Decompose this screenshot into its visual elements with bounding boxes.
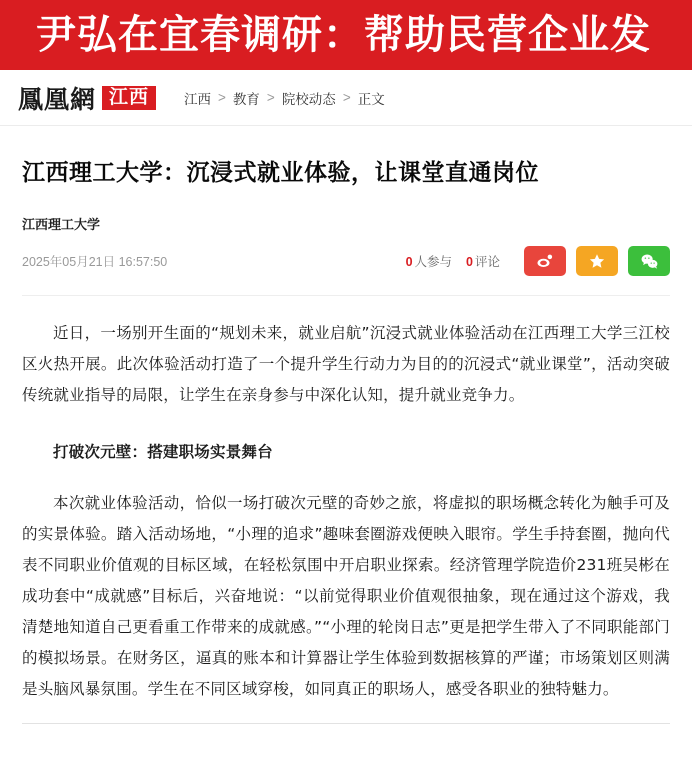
share-wechat-button[interactable] — [628, 246, 670, 276]
article-container — [0, 156, 692, 724]
banner-headline[interactable]: 尹弘在宜春调研：帮助民营企业发 — [36, 12, 651, 58]
article-source: 江西理工大学 — [22, 217, 101, 233]
breadcrumb-item-jiangxi[interactable]: 江西 — [184, 91, 212, 107]
breadcrumb — [184, 88, 385, 108]
top-banner[interactable] — [0, 0, 692, 70]
breadcrumb-separator: > — [266, 90, 275, 105]
site-header — [0, 70, 692, 126]
comment-number: 0 — [466, 255, 473, 270]
favorite-button[interactable] — [576, 246, 618, 276]
site-logo[interactable] — [18, 80, 156, 116]
article-subheading: 打破次元壁：搭建职场实景舞台 — [53, 443, 273, 462]
participate-label: 人参与 — [414, 255, 453, 270]
logo-text: 鳳凰網 — [18, 84, 97, 114]
comment-count[interactable] — [466, 252, 500, 270]
article-paragraph: 本次就业体验活动，恰似一场打破次元壁的奇妙之旅，将虚拟的职场概念转化为触手可及的实景体验。踏入活动场地，“小理的追求”趣味套圈游戏便映入眼帘。学生手持套圈，抛向代表不同职业价值观的目标区域，在轻松氛围中开启职业探索。经济管理学院造价231班吴彬在成功套中“成就感”目标后，兴奋地说：“以前觉得职业价值观很抽象，现在通过这个游戏，我清楚地知道自己更看重工作带来的成就感。”“小理的轮岗日志”更是把学生带入了不同职能部门的模拟场景。在财务区，逼真的账本和计算器让学生体验到数据核算的严谨；市场策划区则满是头脑风暴氛围。学生在不同区域穿梭，如同真正的职场人，感受各职业的独特魅力。 — [22, 494, 670, 699]
publish-date: 2025年05月21日 16:57:50 — [22, 255, 168, 270]
comment-label: 评论 — [474, 255, 500, 270]
breadcrumb-item-education[interactable]: 教育 — [232, 91, 260, 107]
page-title: 江西理工大学：沉浸式就业体验，让课堂直通岗位 — [22, 159, 539, 185]
star-icon — [588, 252, 606, 270]
article-body — [22, 318, 670, 705]
meta-row — [22, 245, 670, 277]
breadcrumb-separator: > — [342, 90, 351, 105]
share-weibo-button[interactable] — [524, 246, 566, 276]
breadcrumb-separator: > — [218, 90, 226, 105]
participate-number: 0 — [405, 255, 413, 270]
share-buttons — [524, 246, 670, 276]
meta-divider — [22, 295, 670, 296]
wechat-icon — [640, 252, 659, 271]
weibo-icon — [536, 252, 554, 270]
article-meta — [22, 214, 670, 296]
article-paragraph: 近日，一场别开生面的“规划未来，就业启航”沉浸式就业体验活动在江西理工大学三江校区火热开展。此次体验活动打造了一个提升学生行动力为目的的沉浸式“就业课堂”，活动突破传统就业指导的局限，让学生在亲身参与中深化认知，提升就业竞争力。 — [22, 324, 670, 405]
breadcrumb-item-campus-news[interactable]: 院校动态 — [281, 91, 336, 107]
logo-region-badge: 江西 — [102, 86, 156, 110]
participate-count[interactable] — [406, 252, 452, 270]
bottom-divider — [22, 723, 670, 724]
meta-actions — [406, 246, 670, 276]
breadcrumb-item-current: 正文 — [357, 91, 385, 107]
